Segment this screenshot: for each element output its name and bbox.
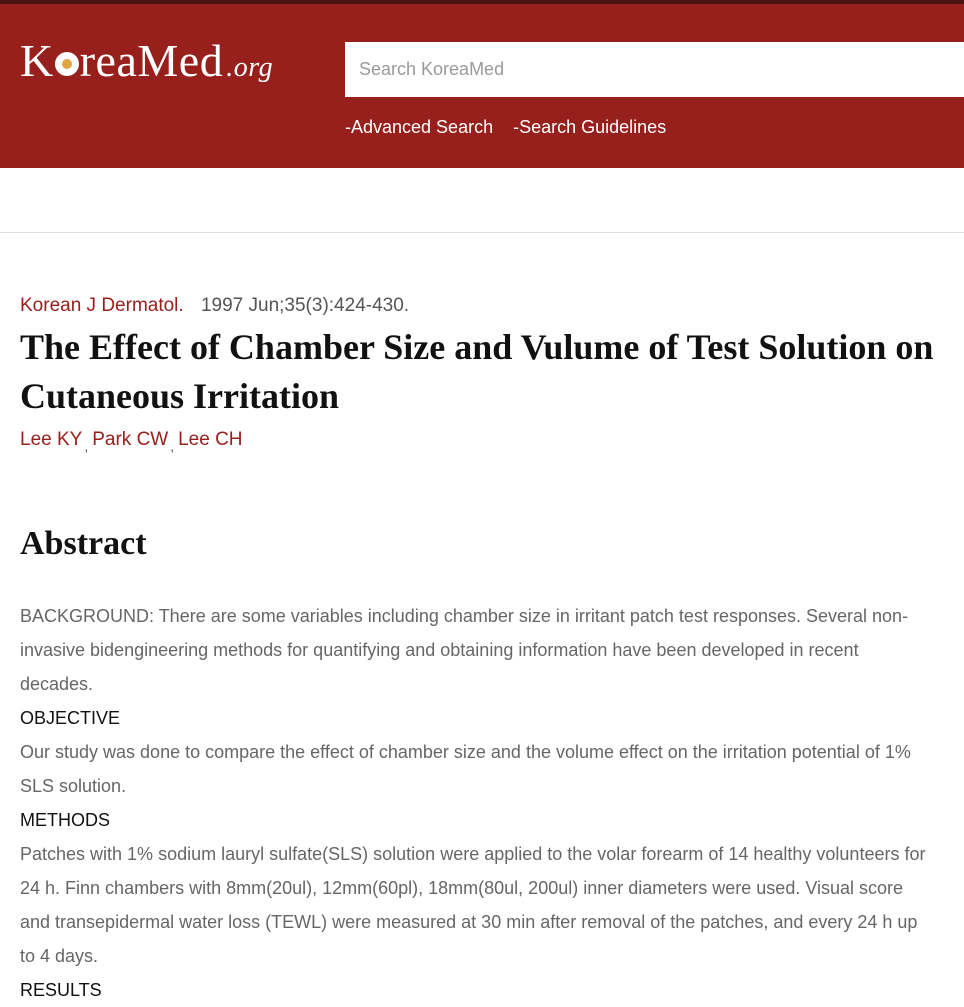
abstract-methods: Patches with 1% sodium lauryl sulfate(SLS) solution were applied to the volar forearm of 14 healthy volunteers for 24 h. Finn chambers with 8mm(20ul), 12mm(60pl), 18mm(80ul, 200ul) inner diameters were used. Visual score and transepidermal water loss (TEWL) were measured at 30 min after removal of the patches, and every 24 h up to 4 days. bbox=[20, 844, 926, 966]
search-guidelines-link[interactable]: -Search Guidelines bbox=[513, 117, 667, 137]
header-spacer bbox=[0, 168, 964, 233]
citation bbox=[20, 295, 944, 317]
koreamed-logo[interactable] bbox=[20, 35, 274, 86]
logo-text: reaMed bbox=[79, 35, 224, 86]
author-link[interactable]: Park CW bbox=[92, 429, 169, 450]
abstract-background: BACKGROUND: There are some variables including chamber size in irritant patch test responses. Several non-invasive bidengineering methods for quantifying and obtaining information have been developed in recent decades. bbox=[20, 606, 909, 694]
abstract-objective: Our study was done to compare the effect of chamber size and the volume effect on the irritation potential of 1% SLS solution. bbox=[20, 742, 911, 796]
abstract-body bbox=[20, 599, 930, 1007]
article-content bbox=[0, 295, 964, 1007]
author-separator: , bbox=[84, 438, 89, 454]
methods-label: METHODS bbox=[20, 810, 110, 830]
logo-o-icon bbox=[55, 52, 79, 76]
journal-link[interactable]: Korean J Dermatol. bbox=[20, 295, 184, 316]
site-header bbox=[0, 0, 964, 168]
search-links bbox=[345, 117, 681, 138]
author-link[interactable]: Lee KY bbox=[20, 429, 83, 450]
author-separator: , bbox=[170, 438, 175, 454]
abstract-heading: Abstract bbox=[20, 525, 147, 562]
search-input[interactable] bbox=[345, 42, 964, 97]
author-link[interactable]: Lee CH bbox=[178, 429, 243, 450]
results-label: RESULTS bbox=[20, 980, 102, 1000]
advanced-search-link[interactable]: -Advanced Search bbox=[345, 117, 494, 137]
logo-tld: .org bbox=[226, 52, 274, 83]
author-list bbox=[20, 429, 944, 454]
article-title: The Effect of Chamber Size and Vulume of Test Solution on Cutaneous Irritation bbox=[20, 327, 934, 416]
citation-details: 1997 Jun;35(3):424-430. bbox=[200, 295, 410, 316]
logo-letter-k: K bbox=[20, 35, 54, 86]
objective-label: OBJECTIVE bbox=[20, 708, 121, 728]
